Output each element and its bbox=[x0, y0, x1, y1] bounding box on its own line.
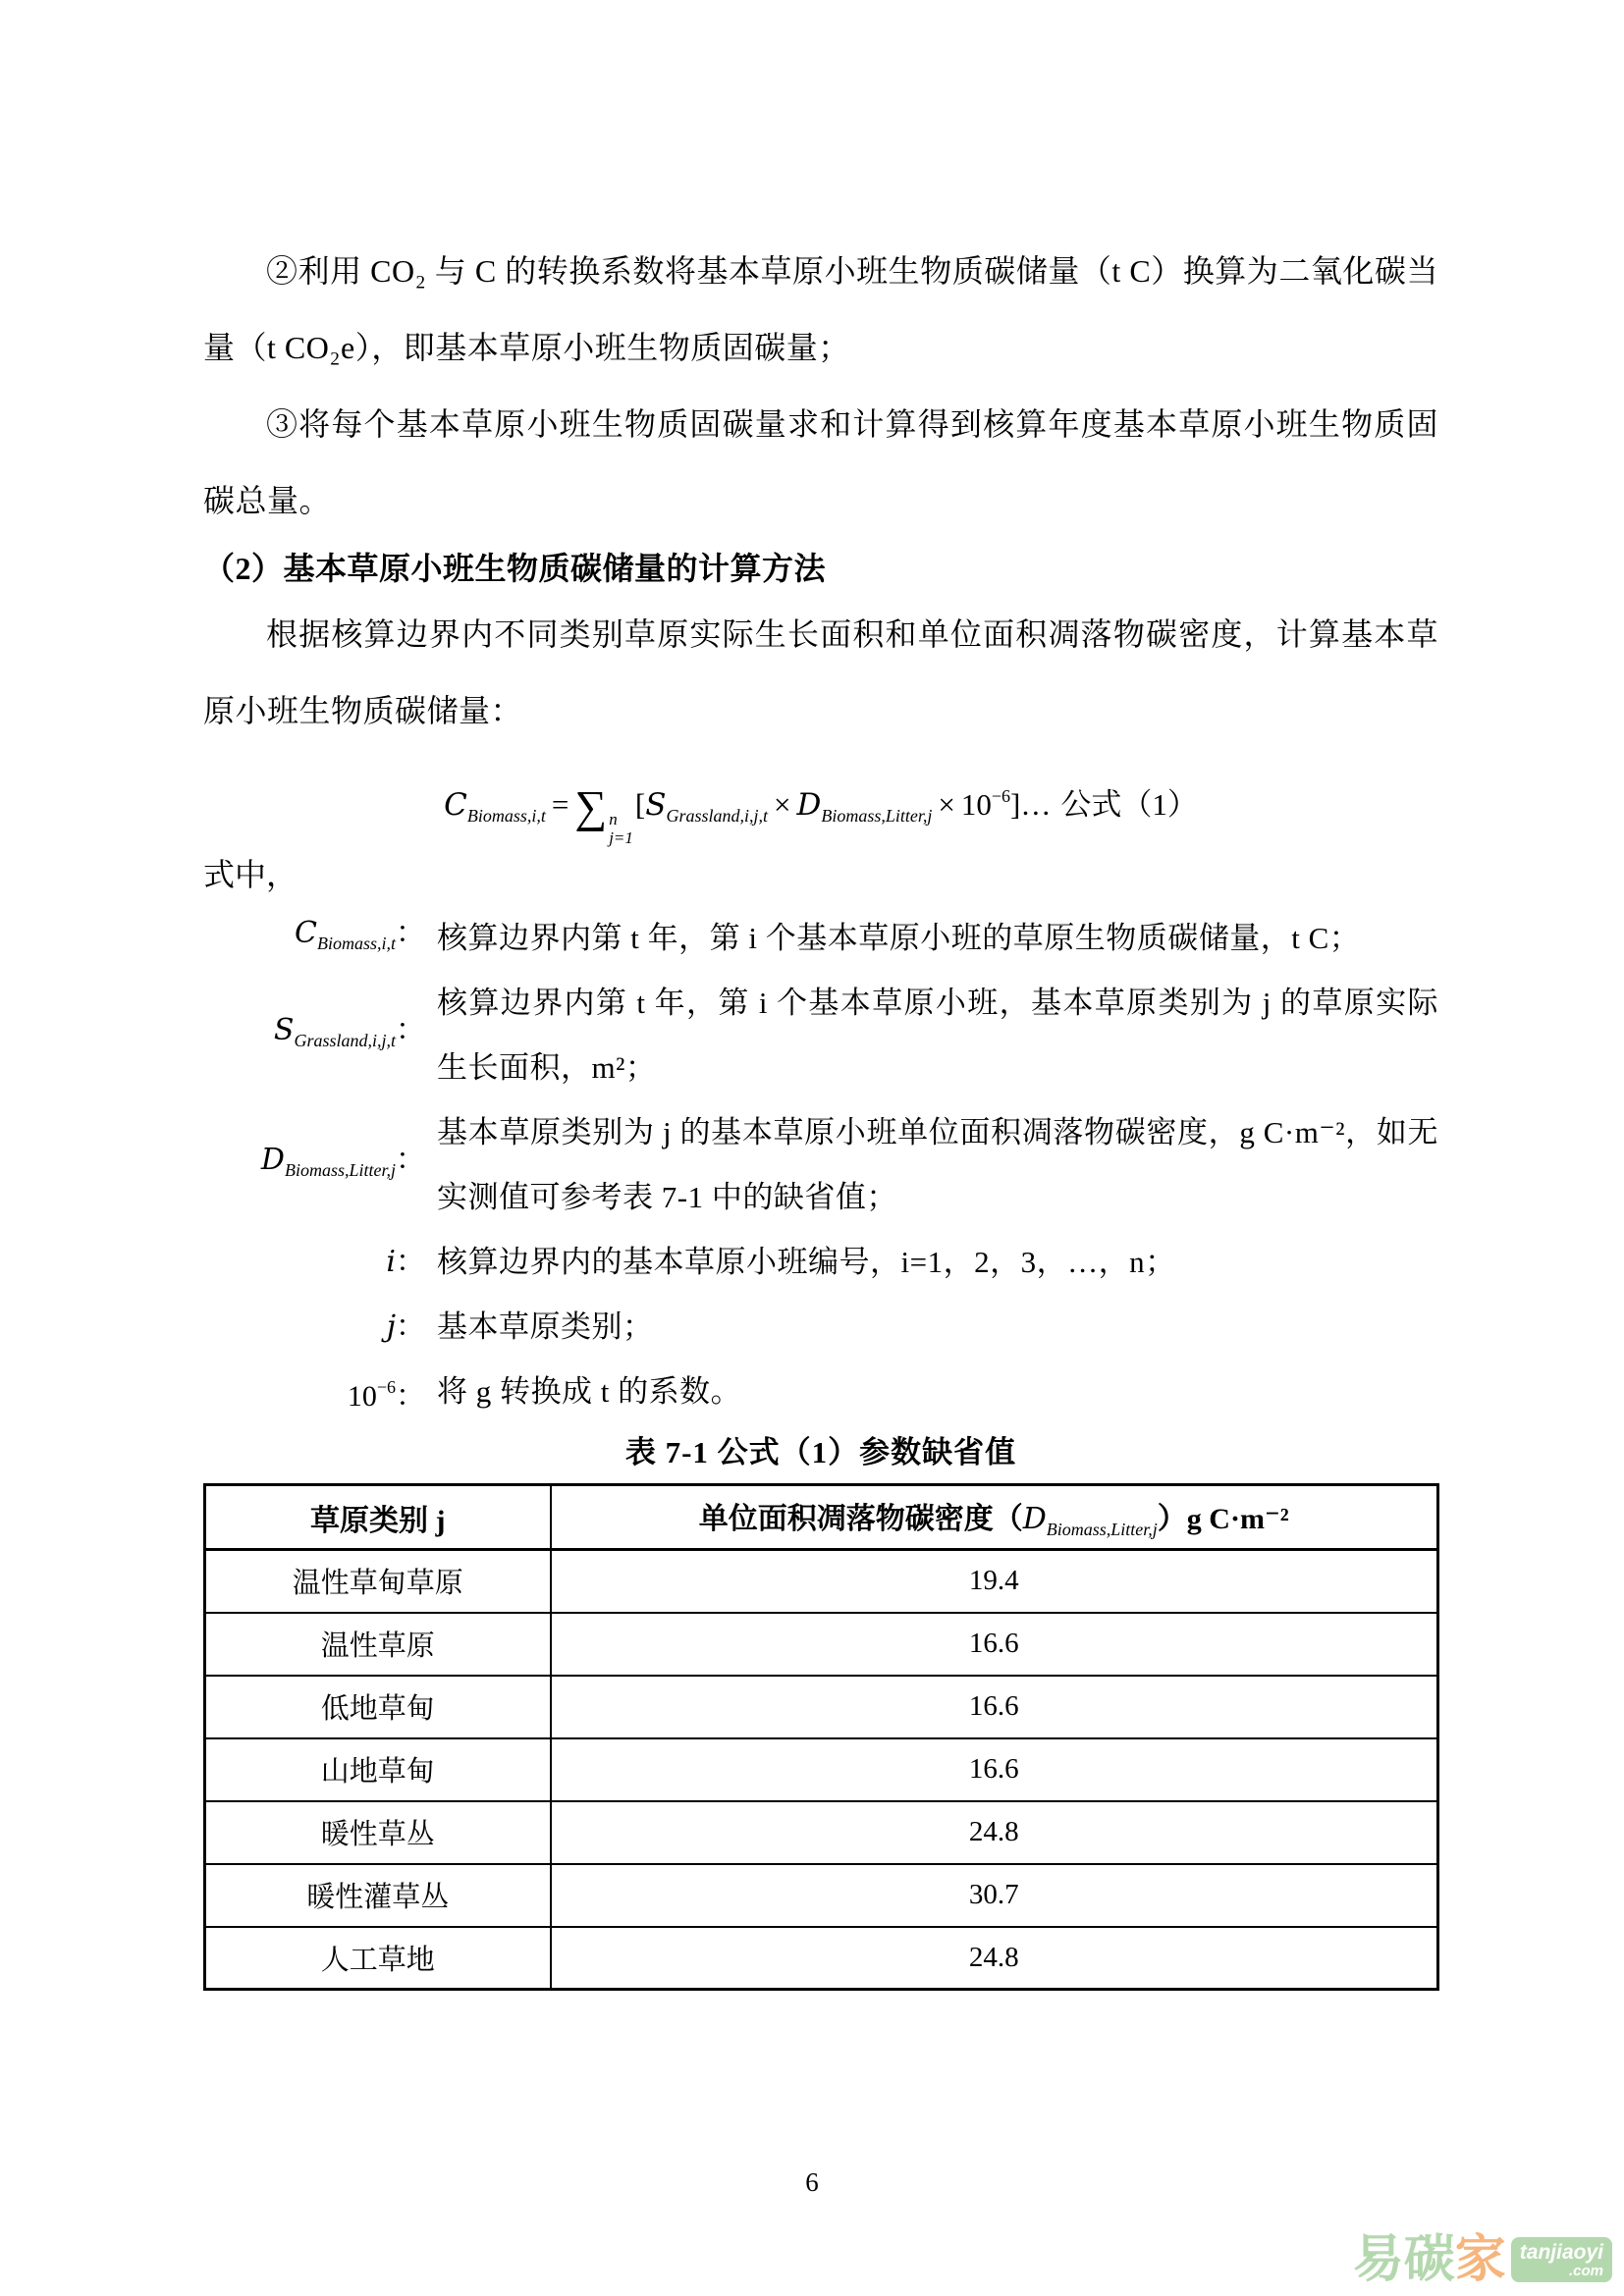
cell-category: 人工草地 bbox=[205, 1927, 551, 1990]
watermark-logo bbox=[1353, 2231, 1612, 2288]
definition-desc: 将 g 转换成 t 的系数。 bbox=[437, 1374, 742, 1409]
definition-row-factor bbox=[203, 1360, 1438, 1424]
cell-value: 24.8 bbox=[551, 1927, 1438, 1990]
definition-row-s-grassland bbox=[203, 971, 1438, 1100]
cell-category: 低地草甸 bbox=[205, 1676, 551, 1738]
formula-c-subscript: Biomass,i,t bbox=[466, 806, 546, 826]
header-density-var: D bbox=[1022, 1502, 1047, 1536]
table-row bbox=[205, 1801, 1438, 1864]
table-header-density bbox=[551, 1485, 1438, 1550]
cell-category: 温性草原 bbox=[205, 1613, 551, 1676]
formula-number-label: 公式（1） bbox=[1060, 787, 1198, 822]
cell-value: 19.4 bbox=[551, 1550, 1438, 1613]
definition-term bbox=[203, 1367, 437, 1416]
multiply-sign-2: × bbox=[938, 787, 955, 822]
definition-desc: 基本草原类别； bbox=[437, 1309, 654, 1344]
term-variable: i bbox=[386, 1245, 396, 1279]
paragraph-intro: 根据核算边界内不同类别草原实际生长面积和单位面积凋落物碳密度，计算基本草原小班生物质碳储量： bbox=[203, 616, 1438, 728]
definition-term bbox=[203, 1308, 437, 1347]
term-colon: ： bbox=[396, 1310, 425, 1343]
paragraph-step2: ②利用 CO₂ 与 C 的转换系数将基本草原小班生物质碳储量（t C）换算为二氧化碳当量（t CO₂e），即基本草原小班生物质固碳量； bbox=[203, 253, 1438, 365]
page-number: 6 bbox=[805, 2167, 819, 2197]
cell-category: 温性草甸草原 bbox=[205, 1550, 551, 1613]
definition-desc: 核算边界内第 t 年，第 i 个基本草原小班的草原生物质碳储量，t C； bbox=[437, 921, 1361, 955]
sum-limits bbox=[609, 810, 633, 847]
cell-value: 16.6 bbox=[551, 1613, 1438, 1676]
term-variable: j bbox=[386, 1309, 396, 1344]
table-title: 表 7-1 公式（1）参数缺省值 bbox=[624, 1435, 1017, 1469]
term-exponent: −6 bbox=[376, 1377, 396, 1397]
definition-row-i bbox=[203, 1230, 1438, 1295]
sum-upper-limit: n bbox=[609, 810, 618, 828]
watermark-domain-name: tanjiaoyi bbox=[1519, 2241, 1603, 2264]
definition-term bbox=[203, 1011, 437, 1060]
formula-d-var: D bbox=[796, 787, 822, 823]
term-colon: ： bbox=[396, 1246, 425, 1278]
formula-expression bbox=[444, 781, 1052, 847]
table-row bbox=[205, 1550, 1438, 1613]
definition-row-c-biomass bbox=[203, 906, 1438, 971]
term-colon: ： bbox=[396, 1144, 425, 1176]
watermark-domain-badge bbox=[1511, 2237, 1612, 2282]
definition-row-j bbox=[203, 1295, 1438, 1360]
formula-c-var: C bbox=[444, 787, 467, 823]
term-subscript: Biomass,i,t bbox=[316, 934, 396, 953]
open-bracket: [ bbox=[634, 787, 646, 822]
term-subscript: Biomass,Litter,j bbox=[284, 1160, 396, 1180]
watermark-char-jia: 家 bbox=[1454, 2231, 1506, 2288]
sum-lower-limit: j=1 bbox=[609, 828, 633, 847]
where-label: 式中， bbox=[203, 857, 298, 892]
cell-category: 暖性草丛 bbox=[205, 1801, 551, 1864]
term-constant: 10 bbox=[347, 1380, 377, 1413]
definition-term bbox=[203, 1243, 437, 1282]
header-density-suffix: ）g C·m⁻² bbox=[1157, 1503, 1289, 1535]
cell-value: 24.8 bbox=[551, 1801, 1438, 1864]
formula-s-var: S bbox=[645, 787, 667, 823]
formula-s-subscript: Grassland,i,j,t bbox=[666, 806, 768, 826]
term-colon: ： bbox=[396, 917, 425, 949]
multiply-sign-1: × bbox=[774, 787, 791, 822]
table-row bbox=[205, 1613, 1438, 1676]
table-row bbox=[205, 1676, 1438, 1738]
definition-term bbox=[203, 914, 437, 963]
ten-base: 10 bbox=[960, 787, 992, 822]
ten-exponent: −6 bbox=[991, 786, 1011, 806]
header-density-subscript: Biomass,Litter,j bbox=[1046, 1520, 1158, 1539]
cell-value: 16.6 bbox=[551, 1738, 1438, 1801]
term-variable: S bbox=[273, 1013, 295, 1047]
term-variable: C bbox=[295, 916, 317, 950]
definition-term bbox=[203, 1141, 437, 1190]
paragraph-step3: ③将每个基本草原小班生物质固碳量求和计算得到核算年度基本草原小班生物质固碳总量。 bbox=[203, 406, 1438, 518]
cell-value: 16.6 bbox=[551, 1676, 1438, 1738]
watermark-char-yi: 易 bbox=[1352, 2231, 1404, 2288]
definition-desc: 核算边界内第 t 年，第 i 个基本草原小班，基本草原类别为 j 的草原实际生长面积，m²； bbox=[437, 986, 1438, 1085]
cell-category: 山地草甸 bbox=[205, 1738, 551, 1801]
formula-1 bbox=[203, 755, 1438, 847]
watermark-char-tan: 碳 bbox=[1403, 2231, 1455, 2288]
section-heading-2: （2）基本草原小班生物质碳储量的计算方法 bbox=[203, 551, 827, 586]
sum-symbol: ∑ bbox=[574, 781, 608, 831]
term-colon: ： bbox=[396, 1014, 425, 1046]
close-bracket: ]… bbox=[1010, 787, 1052, 822]
definition-row-d-litter bbox=[203, 1100, 1438, 1230]
term-subscript: Grassland,i,j,t bbox=[294, 1031, 396, 1050]
term-colon: ： bbox=[396, 1380, 425, 1413]
term-variable: D bbox=[260, 1143, 285, 1177]
cell-value: 30.7 bbox=[551, 1864, 1438, 1927]
formula-d-subscript: Biomass,Litter,j bbox=[821, 806, 933, 826]
table-row bbox=[205, 1738, 1438, 1801]
table-header-category: 草原类别 j bbox=[205, 1485, 551, 1550]
definition-desc: 核算边界内的基本草原小班编号，i=1，2，3，…，n； bbox=[437, 1245, 1176, 1279]
header-density-prefix: 单位面积凋落物碳密度（ bbox=[698, 1503, 1023, 1535]
definition-desc: 基本草原类别为 j 的基本草原小班单位面积凋落物碳密度，g C·m⁻²，如无实测值可参考表 7-1 中的缺省值； bbox=[437, 1115, 1438, 1214]
page-content bbox=[203, 233, 1438, 1991]
table-7-1-defaults bbox=[203, 1483, 1439, 1991]
table-header-row bbox=[205, 1485, 1438, 1550]
watermark-domain-tld: .com bbox=[1568, 2263, 1603, 2279]
table-row bbox=[205, 1864, 1438, 1927]
definition-list bbox=[203, 906, 1438, 1424]
equals-sign: = bbox=[551, 787, 569, 822]
cell-category: 暖性灌草丛 bbox=[205, 1864, 551, 1927]
table-row bbox=[205, 1927, 1438, 1990]
